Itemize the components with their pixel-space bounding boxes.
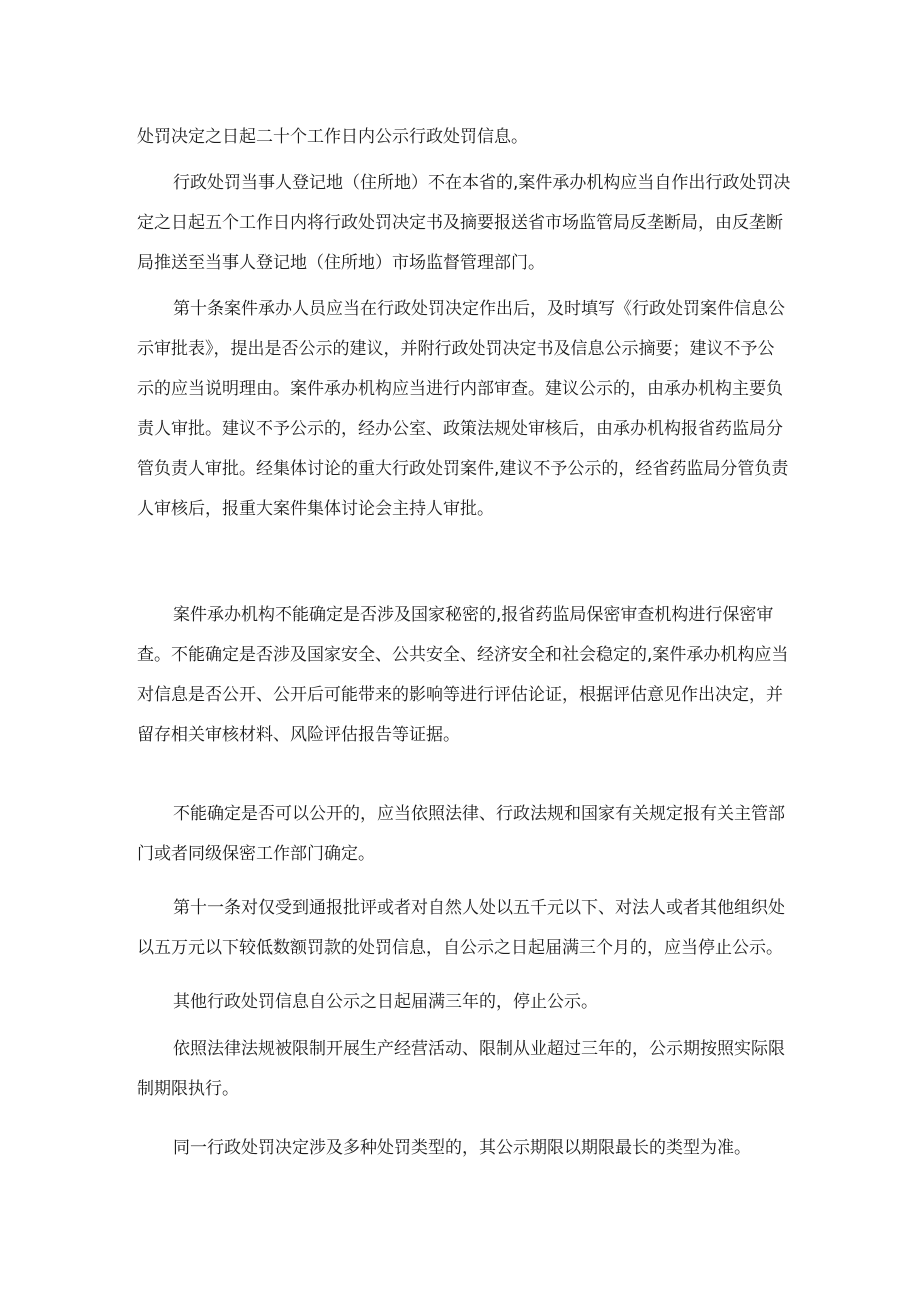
paragraph-4 xyxy=(137,595,788,755)
text-line: 示的应当说明理由。案件承办机构应当进行内部审查。建议公示的，由承办机构主要负 xyxy=(137,379,783,399)
text-line: 其他行政处罚信息自公示之日起届满三年的，停止公示。 xyxy=(173,992,598,1012)
paragraph-8 xyxy=(137,1029,785,1109)
text-line: 查。不能确定是否涉及国家安全、公共安全、经济安全和社会稳定的,案件承办机构应当 xyxy=(137,645,789,665)
text-line: 定之日起五个工作日内将行政处罚决定书及摘要报送省市场监管局反垄断局，由反垄断 xyxy=(137,213,783,233)
text-line: 留存相关审核材料、风险评估报告等证据。 xyxy=(137,725,460,745)
text-line: 管负责人审批。经集体讨论的重大行政处罚案件,建议不予公示的，经省药监局分管负责 xyxy=(137,459,789,479)
text-line: 以五万元以下较低数额罚款的处罚信息，自公示之日起届满三个月的，应当停止公示。 xyxy=(137,938,783,958)
paragraph-2 xyxy=(137,163,790,283)
paragraph-5 xyxy=(137,794,785,874)
text-line: 依照法律法规被限制开展生产经营活动、限制从业超过三年的，公示期按照实际限 xyxy=(173,1039,785,1059)
text-line: 局推送至当事人登记地（住所地）市场监督管理部门。 xyxy=(137,253,545,273)
text-line: 行政处罚当事人登记地（住所地）不在本省的,案件承办机构应当自作出行政处罚决 xyxy=(173,173,791,193)
text-line: 制期限执行。 xyxy=(137,1079,239,1099)
paragraph-7 xyxy=(137,982,598,1022)
text-line: 不能确定是否可以公开的，应当依照法律、行政法规和国家有关规定报有关主管部 xyxy=(173,804,785,824)
text-line: 处罚决定之日起二十个工作日内公示行政处罚信息。 xyxy=(137,127,528,147)
text-line: 门或者同级保密工作部门确定。 xyxy=(137,844,375,864)
paragraph-6 xyxy=(137,888,785,968)
text-line: 第十条案件承办人员应当在行政处罚决定作出后，及时填写《行政处罚案件信息公 xyxy=(173,299,785,319)
paragraph-1 xyxy=(137,117,528,157)
text-line: 示审批表》，提出是否公示的建议，并附行政处罚决定书及信息公示摘要；建议不予公 xyxy=(137,339,775,359)
text-line: 第十一条对仅受到通报批评或者对自然人处以五千元以下、对法人或者其他组织处 xyxy=(173,898,785,918)
text-line: 对信息是否公开、公开后可能带来的影响等进行评估论证，根据评估意见作出决定，并 xyxy=(137,685,783,705)
text-line: 责人审批。建议不予公示的，经办公室、政策法规处审核后，由承办机构报省药监局分 xyxy=(137,419,783,439)
paragraph-9 xyxy=(137,1128,751,1168)
paragraph-3 xyxy=(137,289,788,529)
text-line: 人审核后，报重大案件集体讨论会主持人审批。 xyxy=(137,499,494,519)
text-line: 同一行政处罚决定涉及多种处罚类型的，其公示期限以期限最长的类型为准。 xyxy=(173,1138,751,1158)
text-line: 案件承办机构不能确定是否涉及国家秘密的,报省药监局保密审查机构进行保密审 xyxy=(173,605,774,625)
